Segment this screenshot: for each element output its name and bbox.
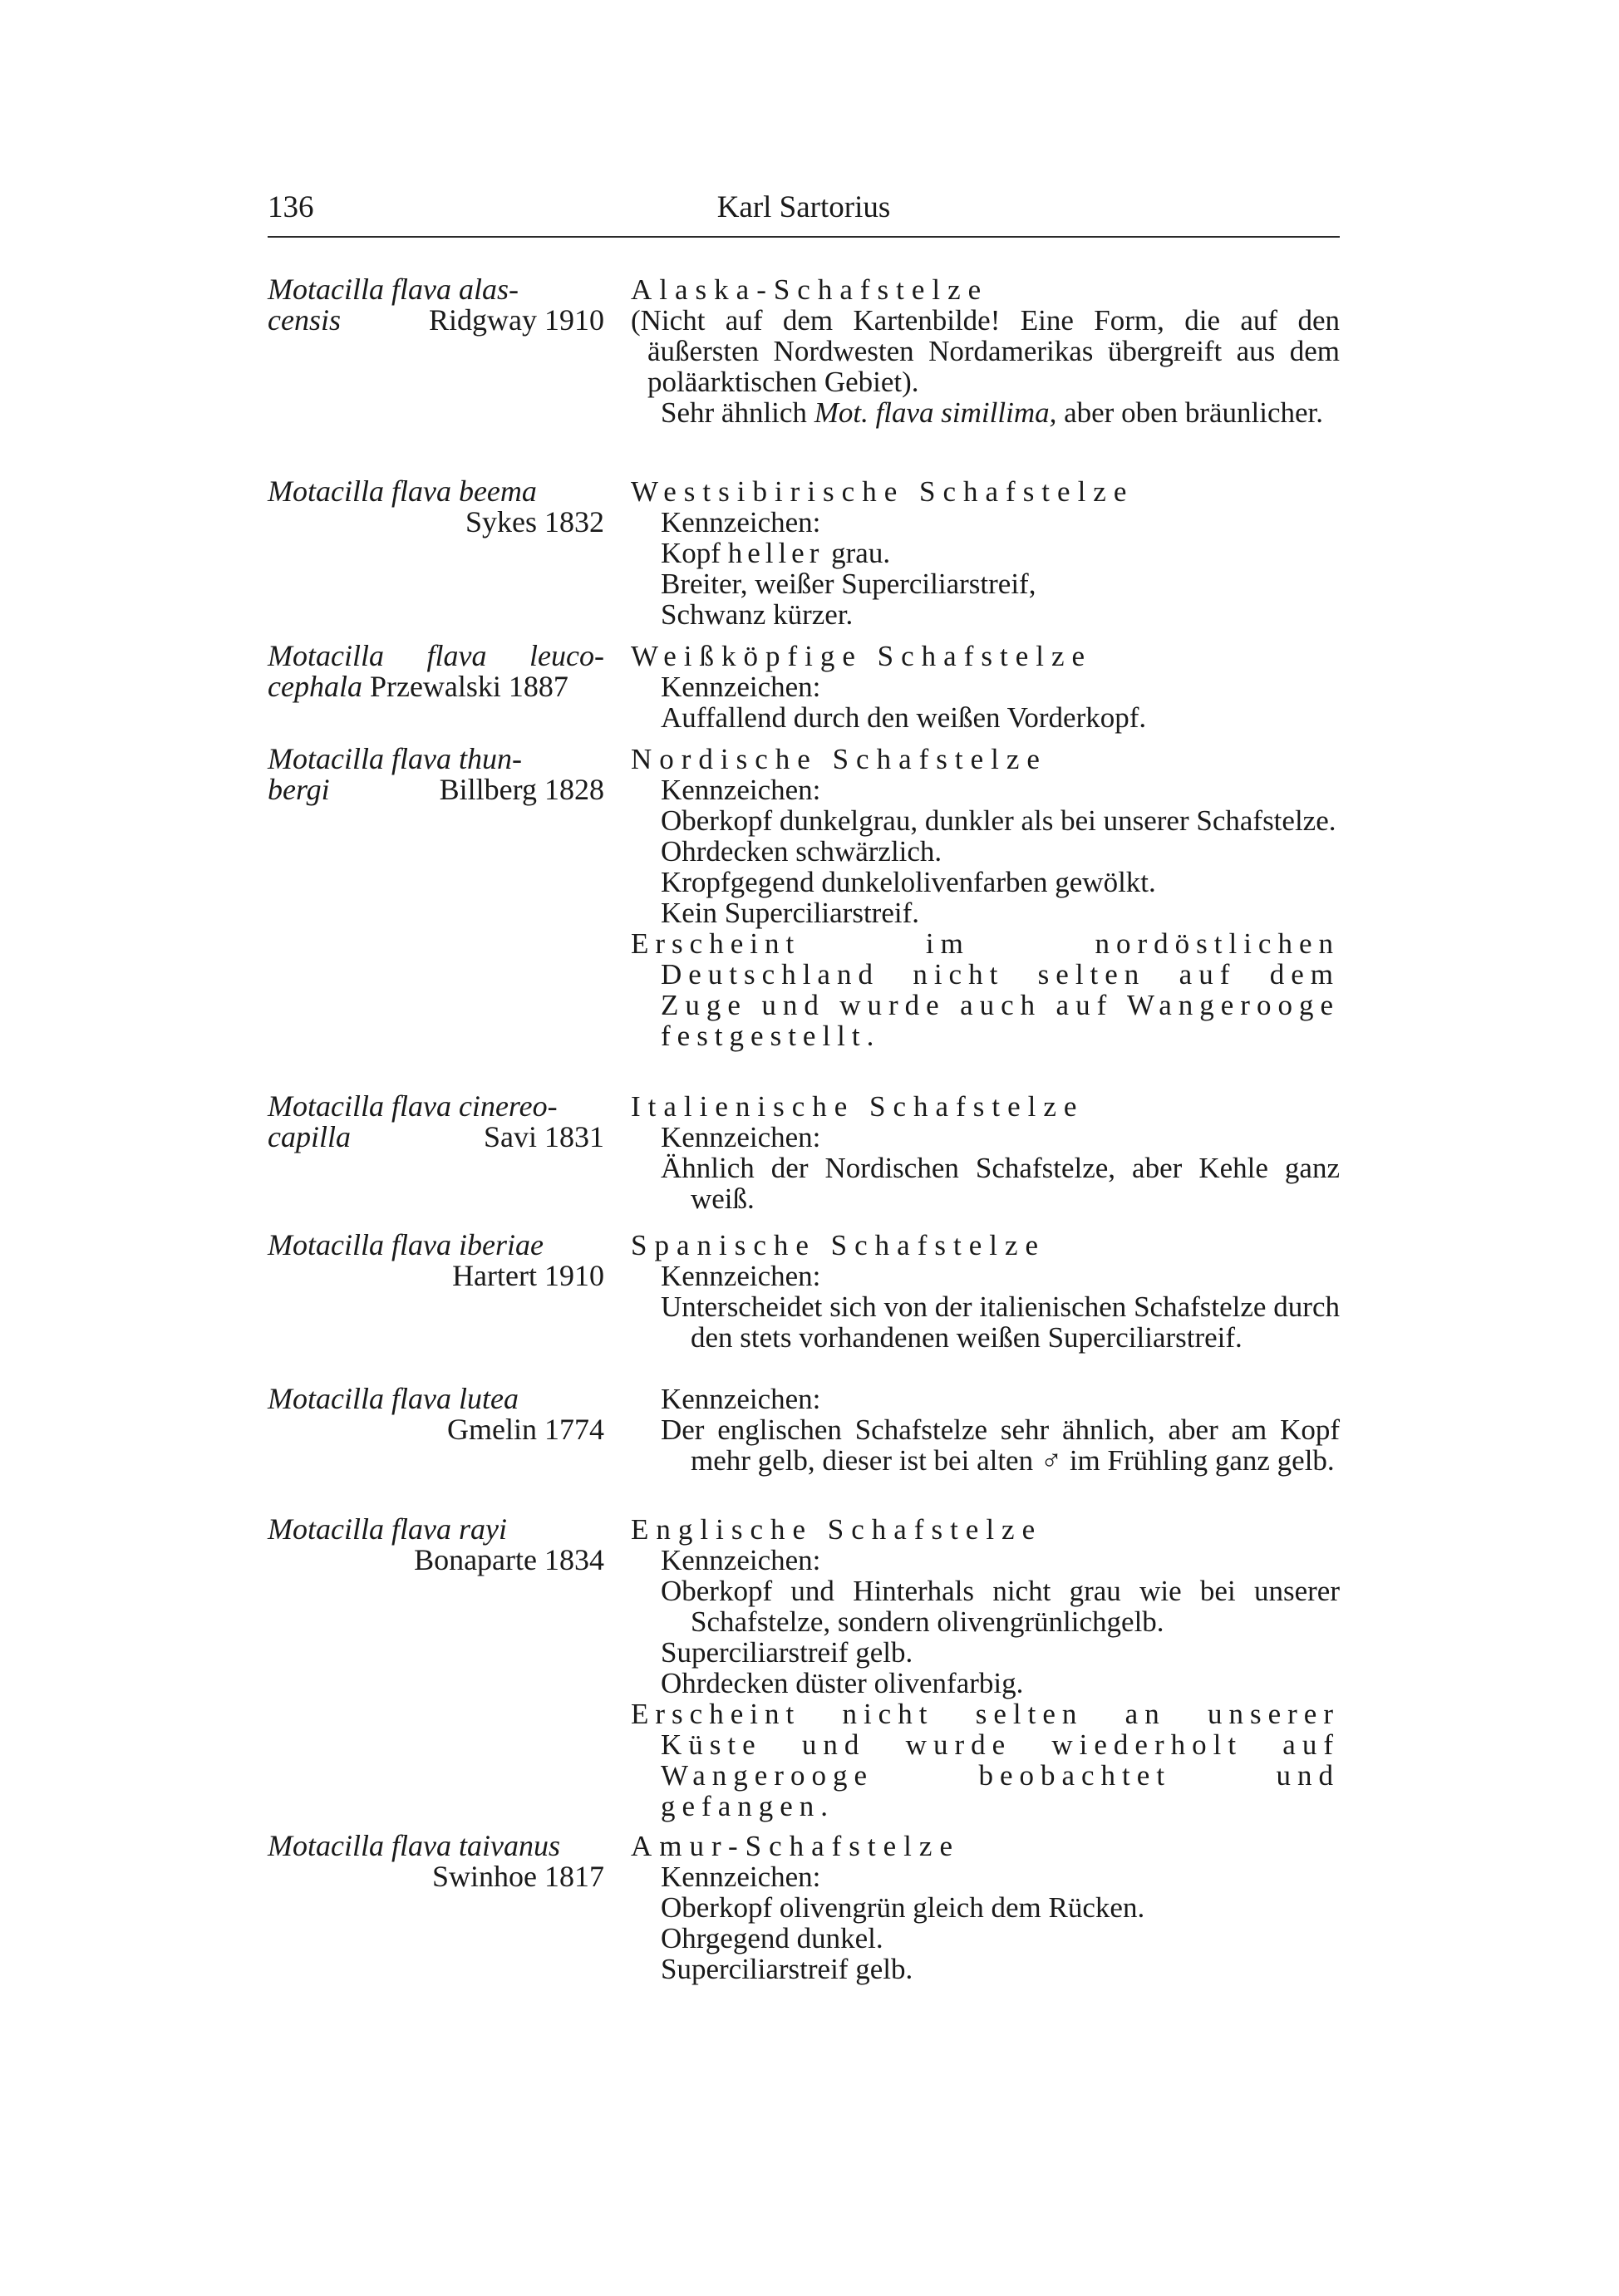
page-header [268,189,1340,231]
author-year: Bonaparte 1834 [414,1543,604,1576]
species-description: Kennzeichen: Der englischen Schafstelze sehr ähnlich, aber am Kopf mehr gelb, dieser ist bei alten ♂ im Frühling ganz gelb. [661,1383,1340,1477]
author-year: Swinhoe 1817 [432,1860,604,1893]
author-year: Przewalski 1887 [369,670,568,703]
species-name: Motacilla flava iberiae Hartert 1910 [268,1228,604,1292]
author-year: Gmelin 1774 [447,1413,604,1446]
author-year: Ridgway 1910 [429,303,604,337]
occurrence-note: Erscheint nicht selten an unserer Küste und wurde wiederholt auf Wangerooge beobachtet und gefangen. [631,1698,1340,1822]
page-number: 136 [268,190,314,224]
species-description: Weißköpfige Schafstelze Kennzeichen: Auffallend durch den weißen Vorderkopf. [631,641,1340,733]
author-year: Sykes 1832 [465,505,604,538]
author-year: Hartert 1910 [452,1259,604,1292]
species-name: Motacilla flava alas- censis Ridgway 1910 [268,273,604,337]
species-name: Motacilla flava beema Sykes 1832 [268,474,604,538]
author-year: Savi 1831 [483,1120,604,1153]
header-rule [268,236,1340,238]
species-description: Alaska-Schafstelze (Nicht auf dem Kartenbilde! Eine Form, die auf den äußersten Nordwesten Nordamerikas übergreift aus dem poläarktischen Gebiet). Sehr ähnlich Mot. flava simillima, aber oben bräunlicher. [631,273,1340,429]
running-head: Karl Sartorius [716,190,891,224]
species-name: Motacilla flava taivanus Swinhoe 1817 [268,1829,604,1893]
species-name: Motacilla flava leuco- cephala Przewalski 1887 [268,639,604,703]
species-description: Nordische Schafstelze Kennzeichen: Oberkopf dunkelgrau, dunkler als bei unserer Schafstelze. Ohrdecken schwärzlich. Kropfgegend dunkelolivenfarben gewölkt. Kein Superciliarstreif. Erscheint im nordöstlichen Deutschland nicht selten auf dem Zuge und wurde auch auf Wangerooge festgestellt. [631,743,1340,1052]
common-name: Englische Schafstelze [631,1513,1043,1546]
common-name: Westsibirische Schafstelze [631,475,1134,508]
species-description: Italienische Schafstelze Kennzeichen: Ähnlich der Nordischen Schafstelze, aber Kehle ganz weiß. [631,1090,1340,1215]
common-name: Amur-Schafstelze [631,1830,960,1862]
common-name: Nordische Schafstelze [631,743,1047,775]
occurrence-note: Erscheint im nordöstlichen Deutschland nicht selten auf dem Zuge und wurde auch auf Wangerooge festgestellt. [631,927,1340,1052]
species-name: Motacilla flava thun- bergi Billberg 1828 [268,742,604,806]
species-description: Westsibirische Schafstelze Kennzeichen: Kopf heller grau. Breiter, weißer Superciliarstreif, Schwanz kürzer. [631,476,1340,630]
species-description: Englische Schafstelze Kennzeichen: Oberkopf und Hinterhals nicht grau wie bei unserer Schafstelze, sondern olivengrünlichgelb. Superciliarstreif gelb. Ohrdecken düster olivenfarbig. Erscheint nicht selten an unserer Küste und wurde wiederholt auf Wangerooge beobachtet und gefangen. [631,1513,1340,1822]
common-name: Spanische Schafstelze [631,1229,1046,1261]
species-name: Motacilla flava lutea Gmelin 1774 [268,1382,604,1446]
common-name: Italienische Schafstelze [631,1090,1085,1123]
author-year: Billberg 1828 [439,773,604,806]
species-description: Amur-Schafstelze Kennzeichen: Oberkopf olivengrün gleich dem Rücken. Ohrgegend dunkel. Superciliarstreif gelb. [631,1831,1340,1984]
species-description: Spanische Schafstelze Kennzeichen: Unterscheidet sich von der italienischen Schafstelze durch den stets vorhandenen weißen Superciliarstreif. [631,1229,1340,1354]
species-name: Motacilla flava cinereo- capilla Savi 1831 [268,1089,604,1153]
common-name: Alaska-Schafstelze [631,273,989,306]
common-name: Weißköpfige Schafstelze [631,640,1093,672]
species-name: Motacilla flava rayi Bonaparte 1834 [268,1512,604,1576]
